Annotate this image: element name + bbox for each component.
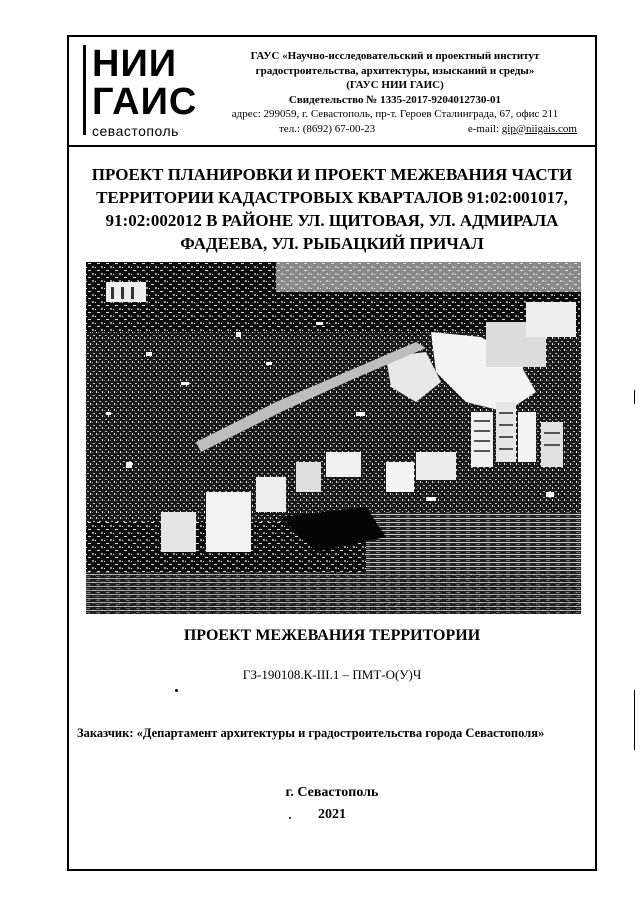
client-line: Заказчик: «Департамент архитектуры и градостроительства города Севастополя» bbox=[77, 726, 545, 740]
project-title-line-3: 91:02:002012 В РАЙОНЕ УЛ. ЩИТОВАЯ, УЛ. АДМИРАЛА bbox=[105, 211, 559, 230]
logo-line-1: НИИ bbox=[92, 43, 178, 85]
document-code: ГЗ-190108.К-III.1 – ПМТ-О(У)Ч bbox=[242, 667, 422, 682]
scan-margin-mark bbox=[634, 390, 635, 404]
project-title bbox=[83, 163, 581, 255]
title-page-frame bbox=[67, 35, 597, 871]
logo-line-2: ГАИС bbox=[92, 81, 198, 123]
project-title-line-4: ФАДЕЕВА, УЛ. РЫБАЦКИЙ ПРИЧАЛ bbox=[180, 234, 484, 253]
logo-bar bbox=[83, 45, 86, 135]
year: 2021 bbox=[318, 807, 346, 822]
aerial-photo-image bbox=[86, 262, 581, 614]
org-short-name: (ГАУС НИИ ГАИС) bbox=[346, 79, 444, 91]
project-title-line-1: ПРОЕКТ ПЛАНИРОВКИ И ПРОЕКТ МЕЖЕВАНИЯ ЧАСТИ bbox=[91, 165, 573, 184]
org-phone: тел.: (8692) 67-00-23 bbox=[279, 122, 376, 135]
aerial-photo bbox=[86, 262, 581, 614]
org-certificate: Свидетельство № 1335-2017-9204012730-01 bbox=[288, 93, 502, 106]
speck bbox=[289, 817, 291, 819]
org-address: адрес: 299059, г. Севастополь, пр-т. Героев Сталинграда, 67, офис 211 bbox=[231, 108, 559, 120]
org-name-line-2: градостроительства, архитектуры, изысканий и среды» bbox=[255, 64, 535, 77]
org-email-label: e-mail: bbox=[467, 122, 500, 135]
city-name: г. Севастополь bbox=[285, 785, 379, 800]
org-contacts bbox=[199, 122, 591, 137]
speck bbox=[175, 689, 178, 692]
org-email-link[interactable]: gip@niigais.com bbox=[501, 122, 577, 135]
header-divider bbox=[69, 145, 595, 147]
logo-city: севастополь bbox=[92, 123, 179, 139]
document-subtitle: ПРОЕКТ МЕЖЕВАНИЯ ТЕРРИТОРИИ bbox=[183, 627, 481, 644]
scan-margin-mark bbox=[634, 690, 635, 750]
org-email-block bbox=[468, 122, 577, 137]
organization-header bbox=[199, 49, 591, 136]
project-title-line-2: ТЕРРИТОРИИ КАДАСТРОВЫХ КВАРТАЛОВ 91:02:001017, bbox=[96, 188, 568, 207]
org-name-line-1: ГАУС «Научно-исследовательский и проектный институт bbox=[250, 50, 540, 62]
